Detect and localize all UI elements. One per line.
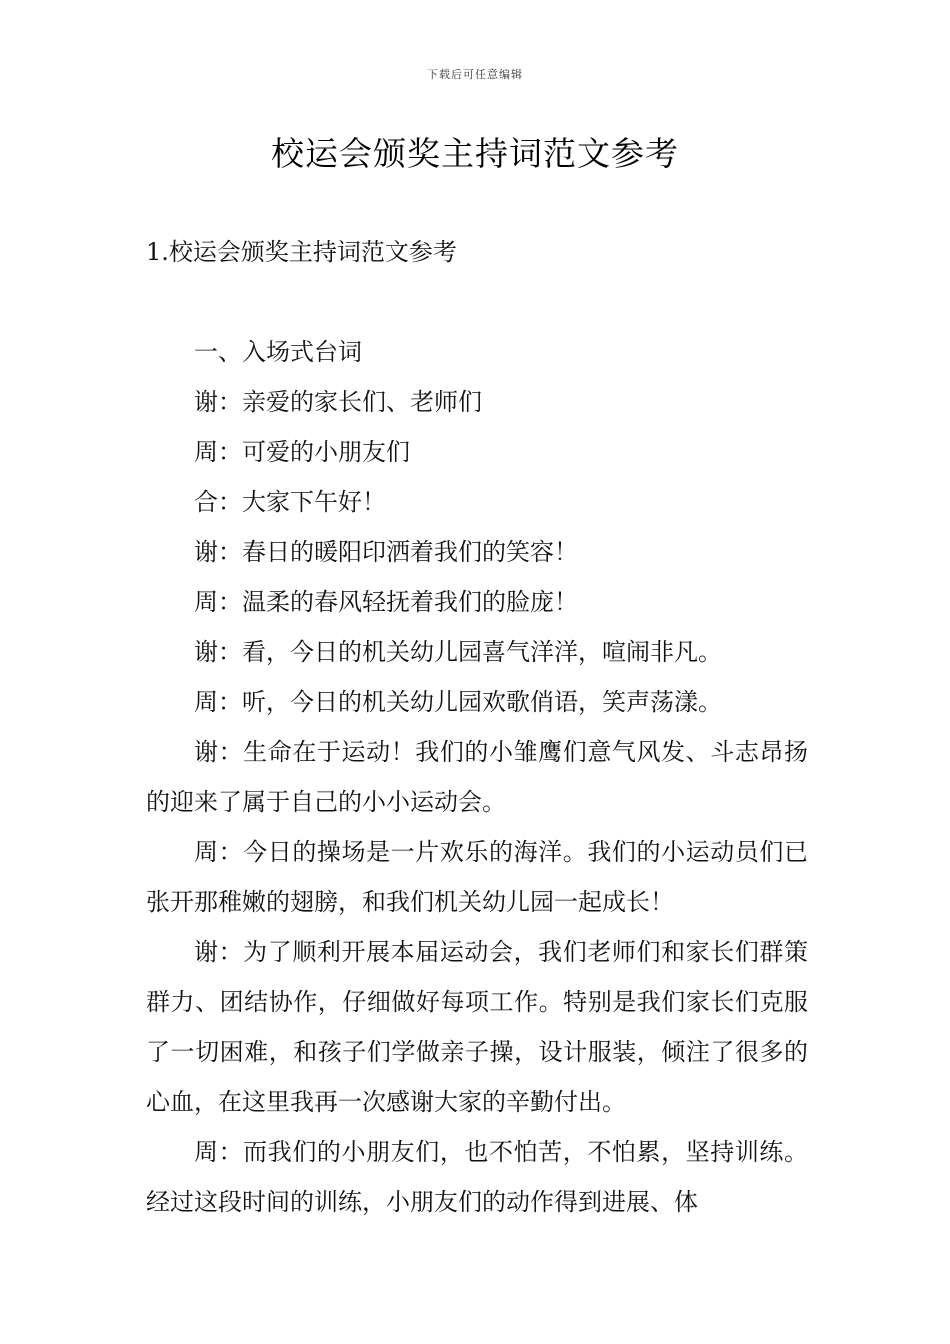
paragraph: 谢：为了顺利开展本届运动会，我们老师们和家长们群策群力、团结协作，仔细做好每项工作。特别是我们家长们克服了一切困难，和孩子们学做亲子操，设计服装，倾注了很多的心血，在这里我再一次感谢大家的辛勤付出。: [146, 938, 808, 1116]
paragraph: 周：而我们的小朋友们，也不怕苦，不怕累，坚持训练。经过这段时间的训练，小朋友们的动作得到进展、体: [146, 1138, 808, 1216]
header-note: 下载后可任意编辑: [427, 68, 523, 81]
paragraph: 谢：亲爱的家长们、老师们: [194, 388, 482, 416]
paragraph: 谢：生命在于运动！我们的小雏鹰们意气风发、斗志昂扬的迎来了属于自己的小小运动会。: [146, 738, 808, 816]
paragraph: 周：温柔的春风轻抚着我们的脸庞！: [194, 588, 578, 616]
body-text: [146, 327, 808, 1227]
section-heading: 1.校运会颁奖主持词范文参考: [146, 238, 457, 266]
paragraph: 谢：春日的暖阳印洒着我们的笑容！: [194, 538, 578, 566]
paragraph: 周：可爱的小朋友们: [194, 438, 410, 466]
paragraph: 周：今日的操场是一片欢乐的海洋。我们的小运动员们已张开那稚嫩的翅膀，和我们机关幼儿园一起成长！: [146, 838, 808, 916]
document-title: 校运会颁奖主持词范文参考: [271, 134, 679, 173]
paragraph: 周：听，今日的机关幼儿园欢歌俏语，笑声荡漾。: [194, 688, 722, 716]
paragraph: 一、入场式台词: [194, 338, 362, 366]
paragraph: 谢：看，今日的机关幼儿园喜气洋洋，喧闹非凡。: [194, 638, 722, 666]
paragraph: 合：大家下午好！: [194, 488, 386, 516]
